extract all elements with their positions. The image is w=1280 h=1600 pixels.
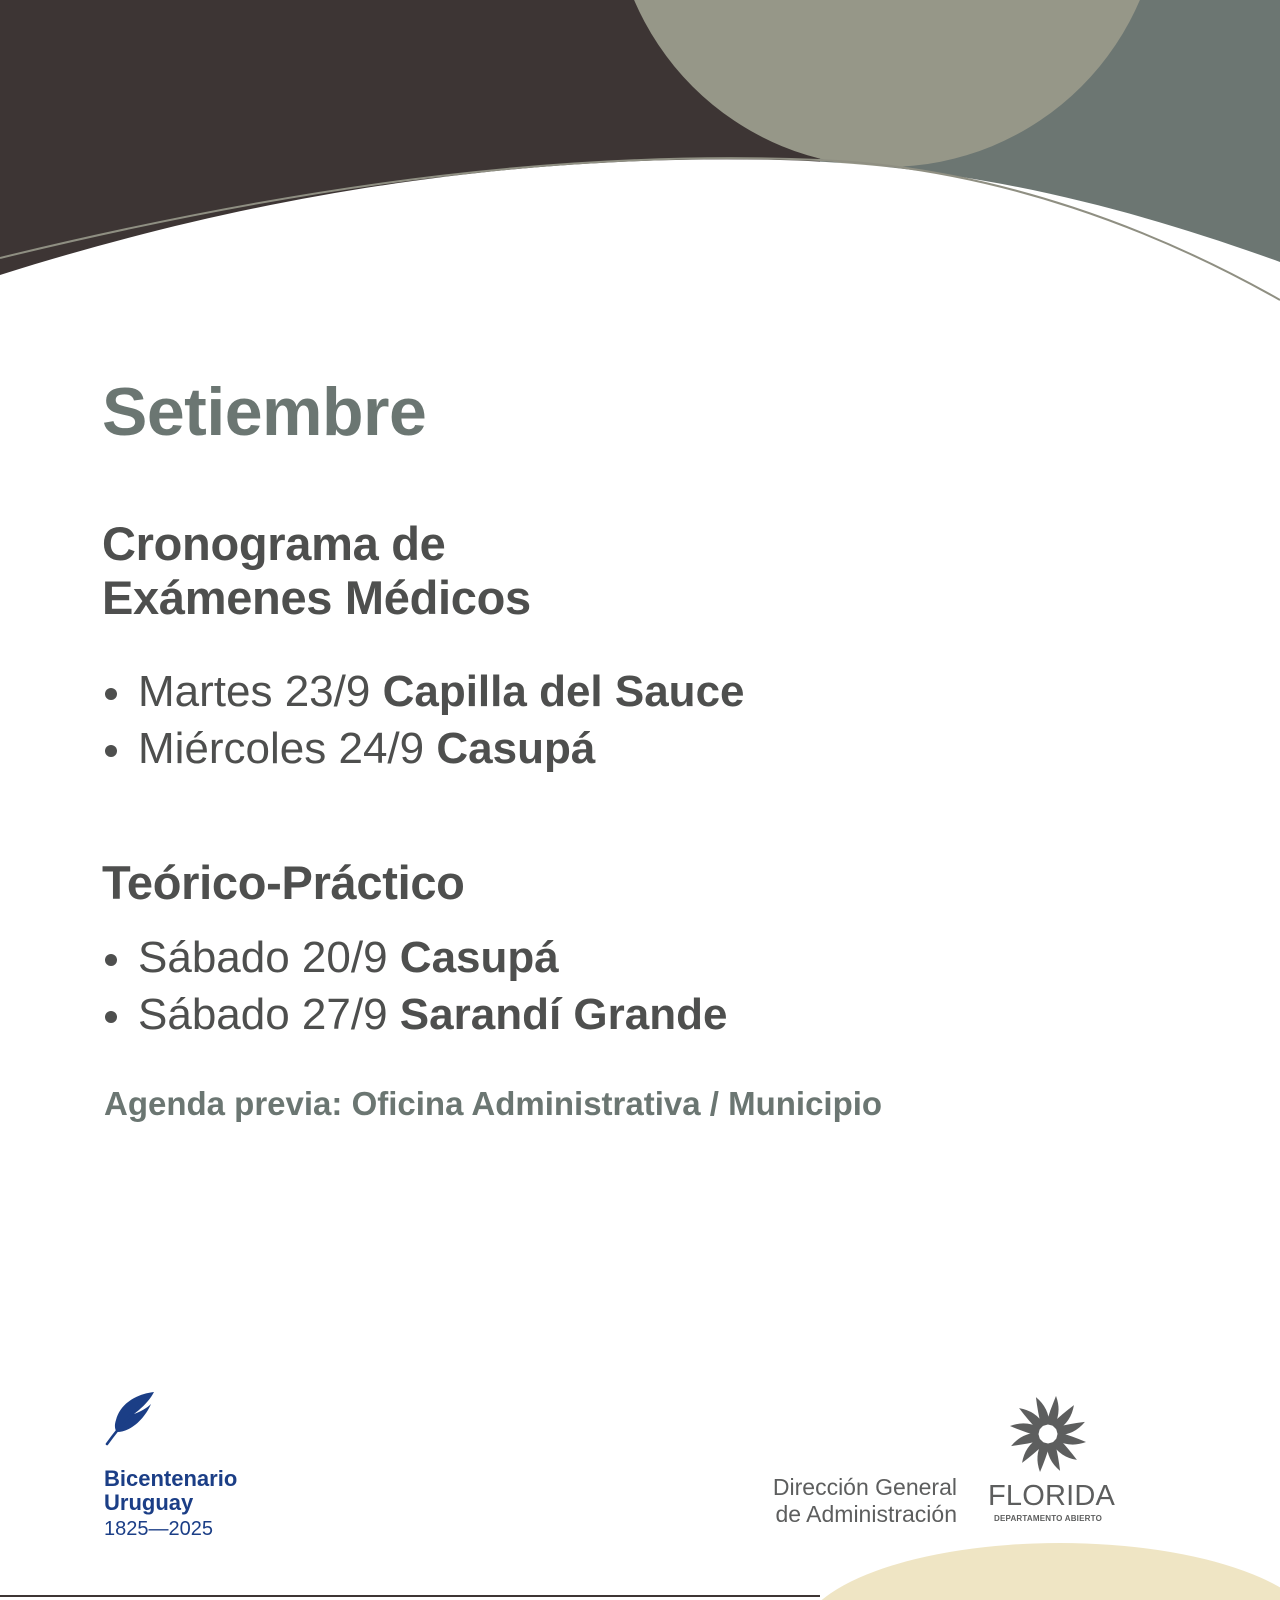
exams-title-line2: Exámenes Médicos (102, 571, 531, 624)
item-day: Martes 23/9 (138, 667, 371, 716)
dept-line1: Dirección General (772, 1474, 957, 1500)
item-place: Casupá (436, 724, 596, 773)
item-day: Sábado 20/9 (138, 933, 388, 982)
bullet-icon (105, 1011, 117, 1023)
exams-schedule-list (102, 663, 745, 777)
department-name (710, 1474, 957, 1528)
practice-schedule-list (102, 929, 727, 1043)
bullet-icon (105, 954, 117, 966)
list-item (102, 929, 727, 986)
florida-name: FLORIDA (988, 1480, 1116, 1512)
item-place: Casupá (399, 933, 559, 982)
item-day: Miércoles 24/9 (138, 724, 425, 773)
sun-flower-icon (1006, 1392, 1090, 1476)
list-item (102, 720, 745, 777)
item-place: Sarandí Grande (399, 990, 728, 1039)
item-day: Sábado 27/9 (138, 990, 388, 1039)
month-title: Setiembre (102, 374, 427, 450)
feather-icon (104, 1390, 156, 1446)
item-place: Capilla del Sauce (382, 667, 745, 716)
florida-tagline: DEPARTAMENTO ABIERTO (993, 1514, 1102, 1523)
years-label: 1825—2025 (104, 1518, 213, 1540)
exams-section-title (102, 517, 531, 625)
bullet-icon (105, 745, 117, 757)
bullet-icon (105, 688, 117, 700)
exams-title-line1: Cronograma de (102, 517, 446, 570)
bicentenario-logo (104, 1390, 284, 1540)
dept-line2: de Administración (775, 1501, 957, 1527)
bicentenario-label: Bicentenario (104, 1466, 238, 1491)
list-item (102, 986, 727, 1043)
florida-logo (988, 1392, 1118, 1522)
list-item (102, 663, 745, 720)
uruguay-label: Uruguay (104, 1490, 194, 1515)
booking-note: Agenda previa: Oficina Administrativa / Municipio (104, 1085, 883, 1122)
practice-section-title: Teórico-Práctico (102, 856, 465, 909)
